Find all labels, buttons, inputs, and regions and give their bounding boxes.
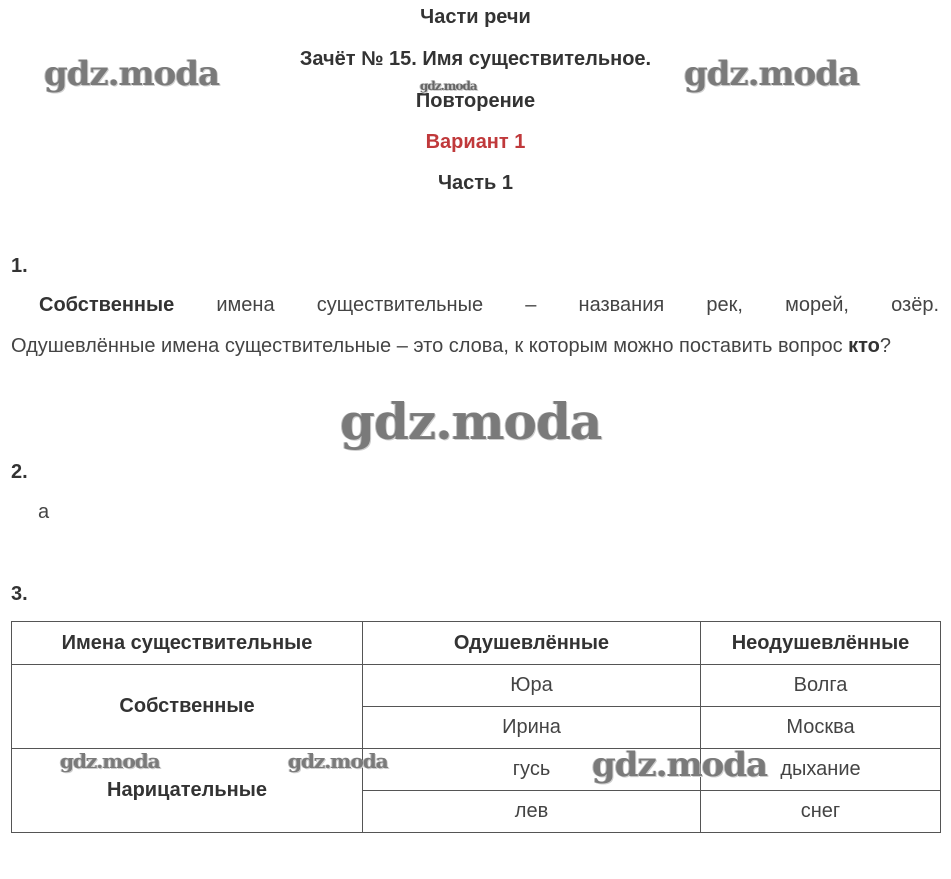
table-cell: Юра — [363, 665, 701, 707]
task-2-answer: а — [38, 501, 50, 523]
task-1-line-2 — [11, 326, 939, 367]
table-cell: снег — [701, 791, 941, 833]
task-1-number: 1. — [11, 255, 28, 277]
header-inanimate: Неодушевлённые — [701, 622, 941, 665]
watermark-logo: gdz.moda — [288, 749, 388, 773]
section-title: Части речи — [420, 6, 531, 28]
watermark-logo: gdz.moda — [684, 54, 860, 94]
table-row — [12, 665, 941, 707]
task-1-bold-kto: кто — [848, 335, 880, 357]
table-cell: Ирина — [363, 707, 701, 749]
task-1-bold-proper: Собственные — [39, 294, 175, 316]
task-3-number: 3. — [11, 583, 28, 605]
task-1-animate-def: Одушевлённые имена существительные – это слова, к которым можно поставить вопрос — [11, 335, 849, 357]
header-animate: Одушевлённые — [363, 622, 701, 665]
task-2-number: 2. — [11, 461, 28, 483]
row-head-proper: Собственные — [12, 665, 363, 749]
table-header-row — [12, 622, 941, 665]
page-title: Зачёт № 15. Имя существительное. — [299, 48, 652, 70]
task-1-question-mark: ? — [879, 335, 892, 357]
variant-label: Вариант 1 — [425, 131, 526, 153]
watermark-logo: gdz.moda — [60, 749, 160, 773]
table-cell: Москва — [701, 707, 941, 749]
table-cell: Волга — [701, 665, 941, 707]
table-cell: лев — [363, 791, 701, 833]
task-1-line-1 — [11, 285, 939, 326]
table-cell: гусь — [363, 749, 701, 791]
header-nouns: Имена существительные — [12, 622, 363, 665]
row-head-common: Нарицательные — [12, 749, 363, 833]
watermark-logo: gdz.moda — [420, 79, 477, 93]
part-label: Часть 1 — [437, 172, 514, 194]
task-1-text — [11, 285, 939, 367]
task-1-rest: имена существительные – названия рек, морей, озёр. — [174, 294, 939, 316]
watermark-logo: gdz.moda — [44, 54, 220, 94]
nouns-table — [11, 621, 941, 833]
page-subtitle: Повторение — [415, 90, 536, 112]
watermark-logo: gdz.moda — [340, 392, 602, 451]
table-cell: дыхание — [701, 749, 941, 791]
watermark-logo: gdz.moda — [592, 745, 768, 785]
